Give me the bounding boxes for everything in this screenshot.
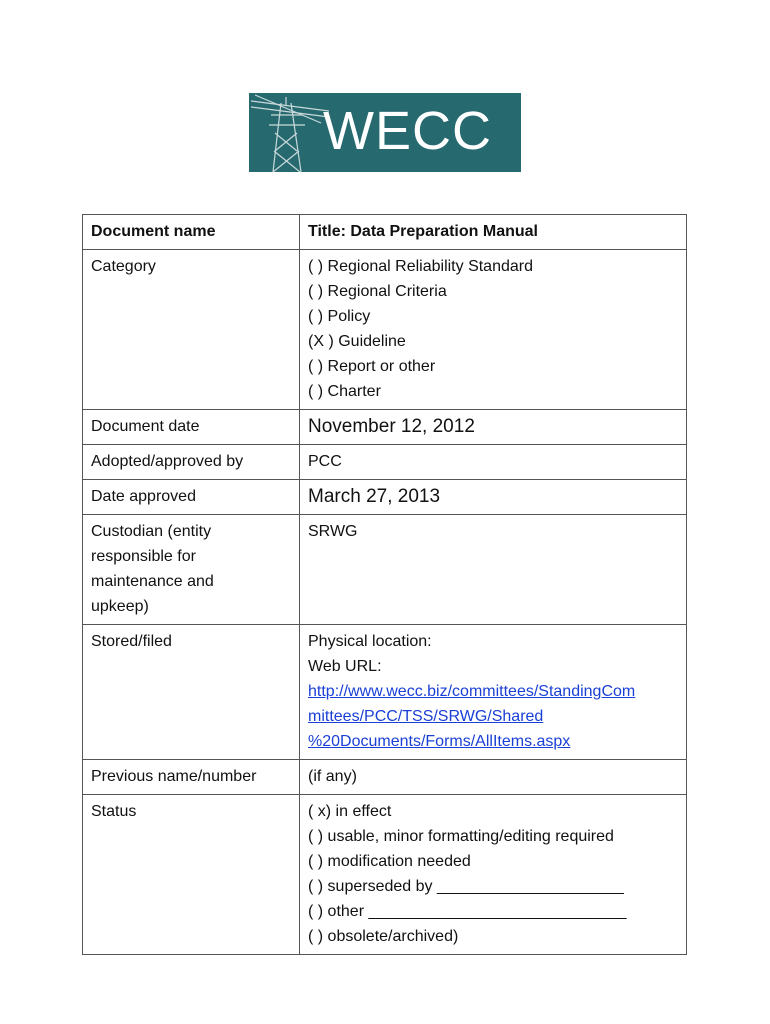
category-option: ( ) Report or other (308, 358, 436, 375)
web-url-link-line-1[interactable]: http://www.wecc.biz/committees/StandingCom (308, 683, 636, 700)
date-approved-value: March 27, 2013 (300, 480, 687, 515)
physical-location: Physical location: (308, 633, 432, 650)
category-options (300, 250, 687, 410)
status-label: Status (83, 795, 300, 955)
adopted-by-label: Adopted/approved by (83, 445, 300, 480)
logo-text: WECC (323, 101, 492, 161)
table-row (83, 410, 687, 445)
document-name-label: Document name (83, 215, 300, 250)
custodian-label-line: upkeep) (91, 598, 149, 615)
adopted-by-value: PCC (300, 445, 687, 480)
category-option: ( ) Policy (308, 308, 371, 325)
stored-label: Stored/filed (83, 625, 300, 760)
table-row (83, 445, 687, 480)
date-approved-label: Date approved (83, 480, 300, 515)
table-row (83, 515, 687, 625)
custodian-label-line: responsible for (91, 548, 196, 565)
status-option: ( ) modification needed (308, 853, 471, 870)
category-label: Category (83, 250, 300, 410)
web-url-label: Web URL: (308, 658, 382, 675)
document-date-value: November 12, 2012 (300, 410, 687, 445)
status-option: ( x) in effect (308, 803, 392, 820)
category-option: ( ) Charter (308, 383, 381, 400)
web-url-link-line-2[interactable]: mittees/PCC/TSS/SRWG/Shared (308, 708, 544, 725)
table-row (83, 215, 687, 250)
document-info-table (82, 214, 687, 955)
status-option: ( ) usable, minor formatting/editing required (308, 828, 614, 845)
document-title: Title: Data Preparation Manual (300, 215, 687, 250)
status-option: ( ) other _____________________________ (308, 903, 627, 920)
transmission-tower-icon (251, 93, 329, 172)
table-row (83, 795, 687, 955)
table-row (83, 250, 687, 410)
web-url-link-line-3[interactable]: %20Documents/Forms/AllItems.aspx (308, 733, 571, 750)
category-option: ( ) Regional Criteria (308, 283, 447, 300)
stored-value (300, 625, 687, 760)
wecc-logo (249, 93, 521, 172)
status-option: ( ) superseded by _____________________ (308, 878, 624, 895)
table-row (83, 480, 687, 515)
status-options (300, 795, 687, 955)
category-option: (X ) Guideline (308, 333, 406, 350)
category-option: ( ) Regional Reliability Standard (308, 258, 533, 275)
status-option: ( ) obsolete/archived) (308, 928, 459, 945)
custodian-label-line: maintenance and (91, 573, 214, 590)
custodian-value: SRWG (300, 515, 687, 625)
table-row (83, 760, 687, 795)
table-row (83, 625, 687, 760)
previous-name-label: Previous name/number (83, 760, 300, 795)
custodian-label-line: Custodian (entity (91, 523, 212, 540)
previous-name-value: (if any) (300, 760, 687, 795)
document-date-label: Document date (83, 410, 300, 445)
custodian-label (83, 515, 300, 625)
